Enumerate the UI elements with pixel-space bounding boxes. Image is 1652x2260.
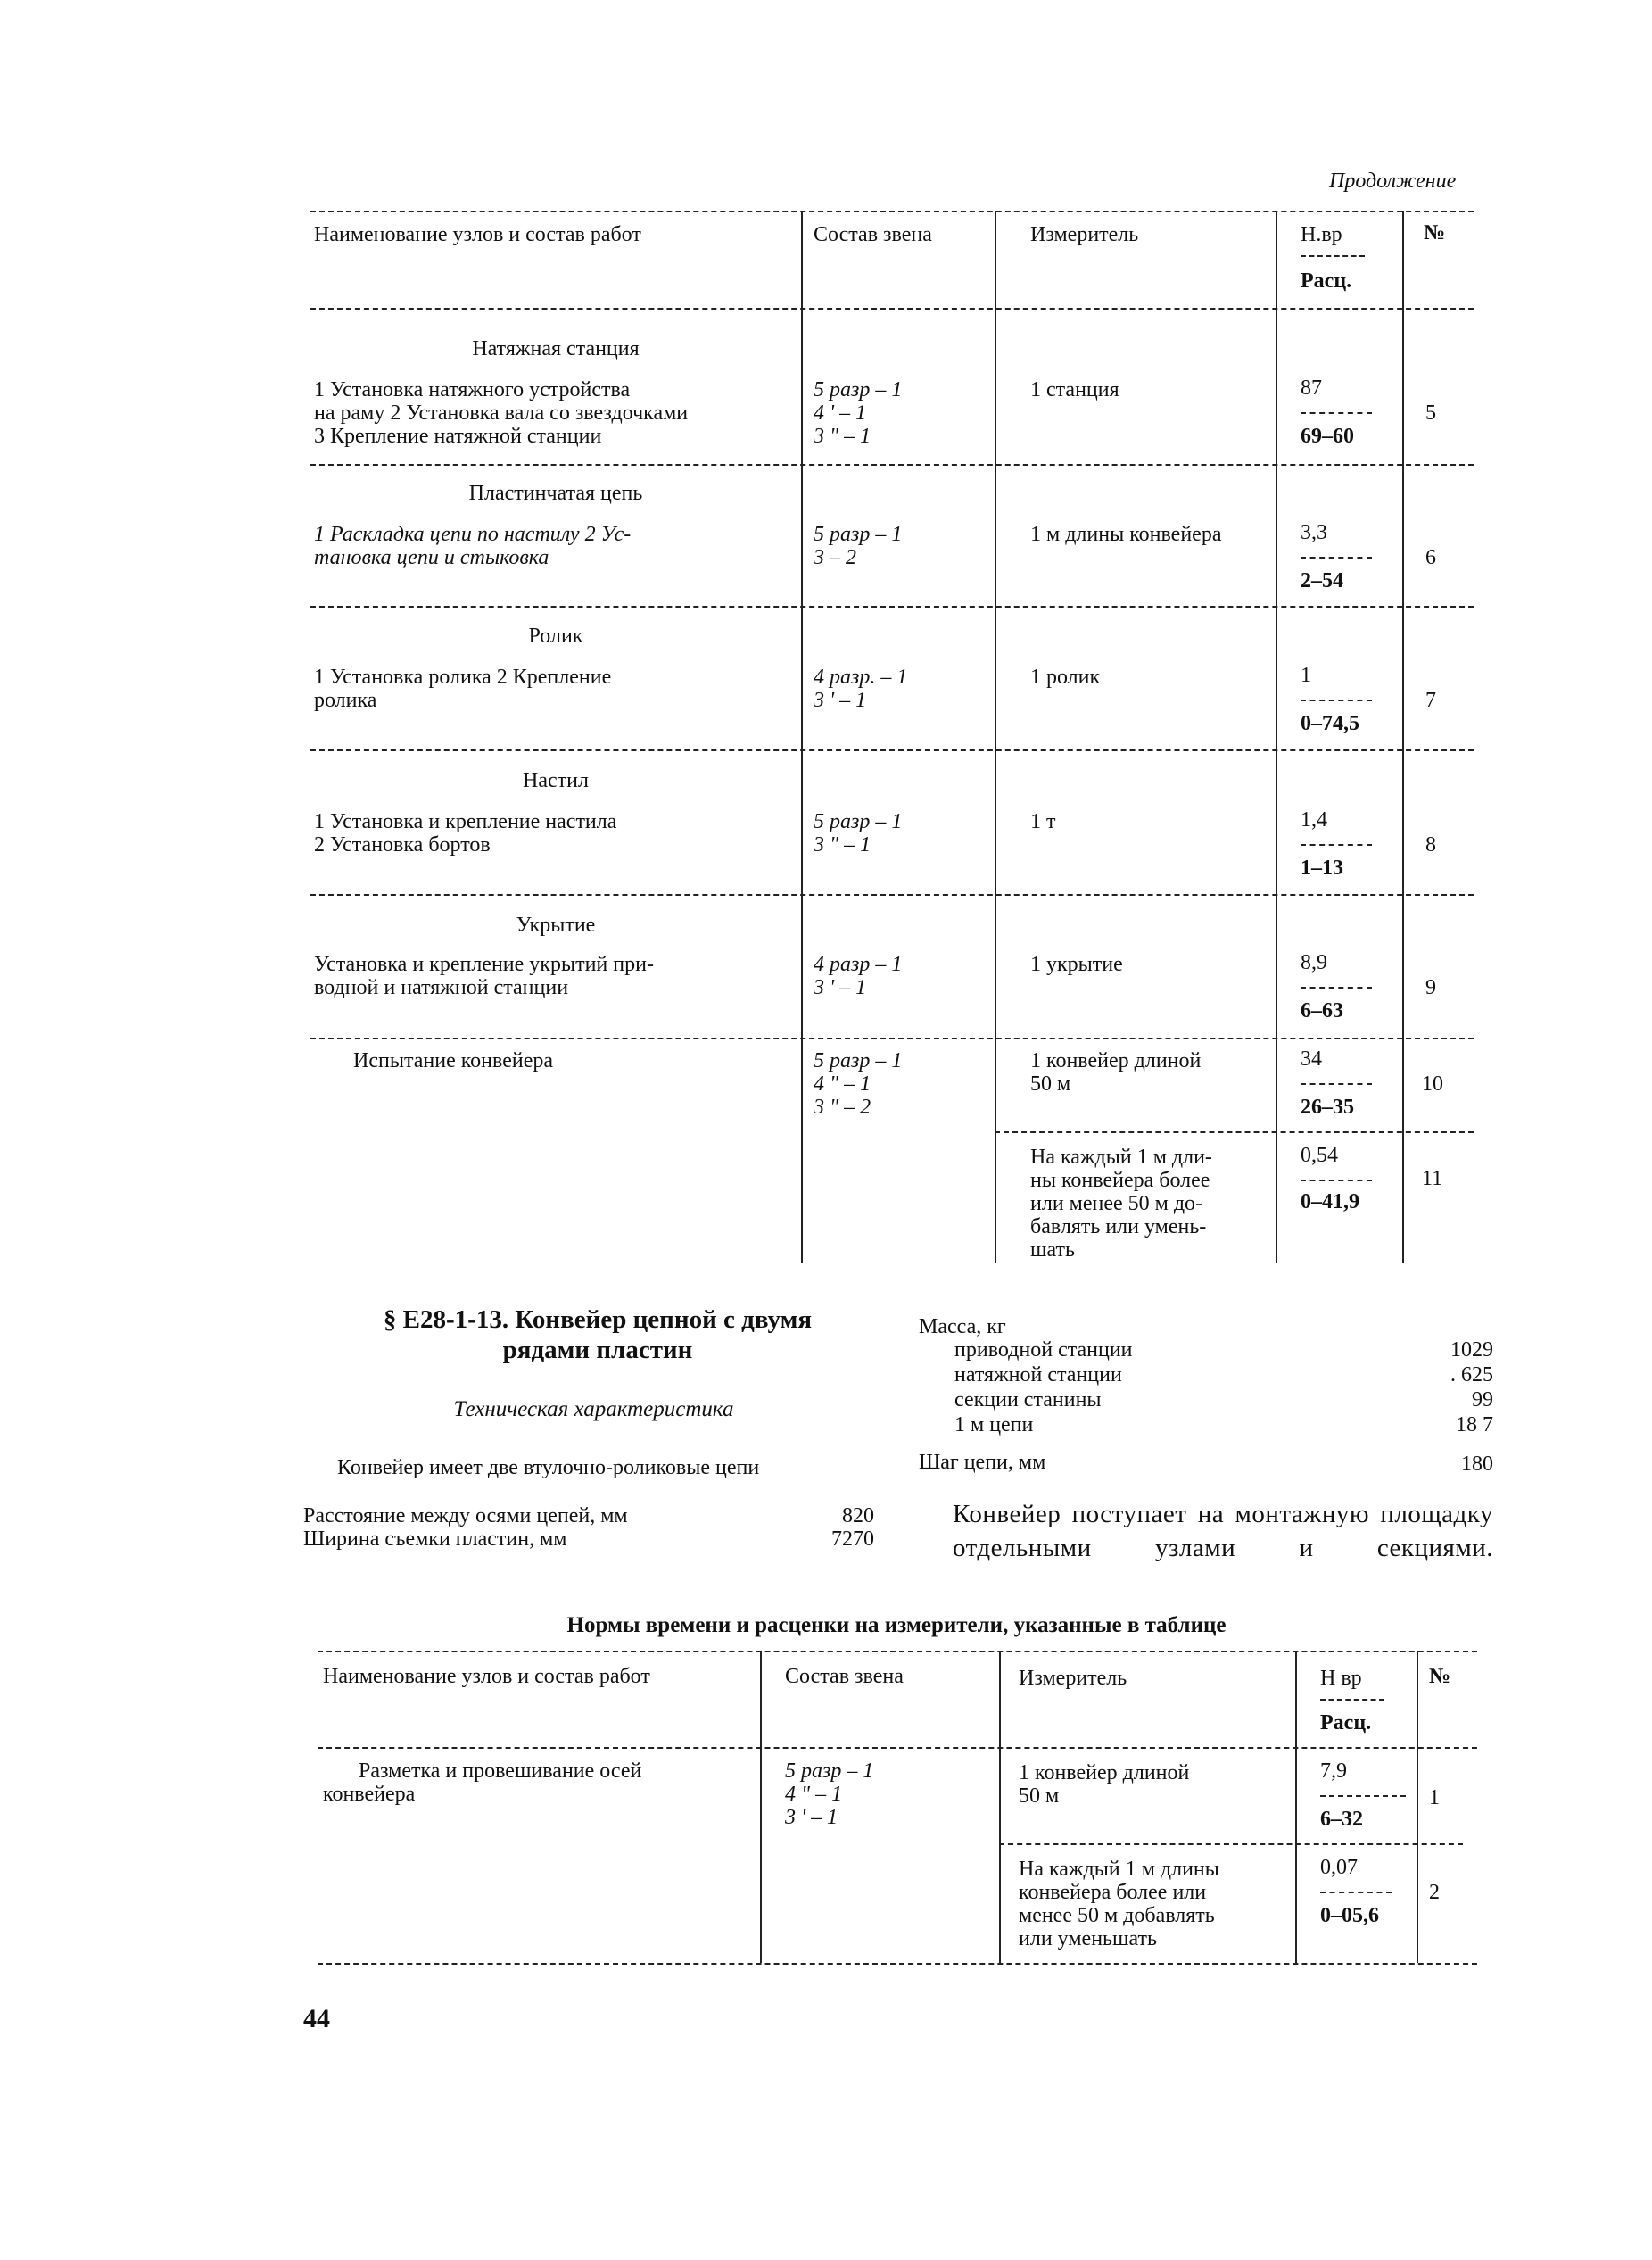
rate-value: 0–41,9 (1301, 1190, 1359, 1213)
row-number: 5 (1425, 402, 1436, 425)
mass-item-value: 99 (1472, 1388, 1493, 1411)
mass-label: Масса, кг (919, 1315, 1006, 1338)
header-fraction-line (1301, 255, 1365, 257)
rate-value: 69–60 (1301, 425, 1354, 448)
mass-item-label: секции станины (954, 1388, 1102, 1411)
sub-row-divider (999, 1843, 1463, 1845)
table-2-bottom-rule (318, 1963, 1477, 1965)
unit-measure: На каждый 1 м длины конвейера более или менее 50 м добавлять или уменьшать (1019, 1858, 1219, 1950)
fraction-line (1320, 1892, 1392, 1893)
rate-value: 6–32 (1320, 1808, 1363, 1831)
row-number: 8 (1425, 833, 1436, 857)
norm-value: 7,9 (1320, 1759, 1347, 1783)
rate-value: 0–05,6 (1320, 1904, 1379, 1927)
norm-value: 3,3 (1301, 521, 1327, 544)
spec-label: Ширина съемки пластин, мм (303, 1527, 567, 1551)
header-name: Наименование узлов и состав работ (323, 1665, 650, 1688)
unit-measure: 1 м длины конвейера (1030, 523, 1222, 546)
header-crew: Состав звена (814, 223, 932, 246)
rate-value: 26–35 (1301, 1096, 1354, 1119)
crew-composition: 5 разр – 1 3 – 2 (814, 523, 903, 569)
header-unit: Измеритель (1030, 223, 1139, 246)
column-divider (1276, 211, 1277, 1263)
crew-composition: 4 разр – 1 3 ' – 1 (814, 953, 903, 999)
fraction-line (1301, 700, 1372, 701)
table-2-header-rule (318, 1747, 1477, 1749)
header-unit: Измеритель (1019, 1667, 1127, 1690)
rate-value: 0–74,5 (1301, 712, 1359, 735)
column-divider (1417, 1651, 1418, 1963)
crew-composition: 5 разр – 1 4 " – 1 3 " – 2 (814, 1049, 903, 1119)
header-norm: Н вр (1320, 1667, 1362, 1690)
fraction-line (1301, 987, 1372, 989)
unit-measure: 1 конвейер длиной 50 м (1030, 1049, 1202, 1096)
column-divider (801, 211, 803, 1263)
row-number: 9 (1425, 976, 1436, 999)
header-crew: Состав звена (785, 1665, 904, 1688)
mass-item-value: . 625 (1450, 1363, 1493, 1387)
header-num: № (1424, 221, 1446, 244)
tech-heading: Техническая характеристика (453, 1397, 734, 1421)
header-rate: Расц. (1320, 1711, 1372, 1734)
crew-composition: 5 разр – 1 3 " – 1 (814, 810, 903, 857)
fraction-line (1301, 557, 1372, 559)
fraction-line (1301, 1180, 1372, 1181)
norm-value: 0,07 (1320, 1856, 1358, 1879)
delivery-note: Конвейер поступает на монтажную площадку отдельными узлами и секциями. (953, 1500, 1493, 1562)
header-num: № (1429, 1665, 1451, 1688)
row-number: 10 (1422, 1072, 1443, 1096)
norm-value: 1,4 (1301, 808, 1327, 832)
row-number: 6 (1425, 546, 1436, 569)
work-description: Разметка и провешивание осей конвейера (323, 1759, 642, 1806)
column-divider (1402, 211, 1404, 1263)
section-title: Укрытие (516, 914, 596, 937)
header-fraction-line (1320, 1699, 1384, 1701)
work-description: 1 Установка ролика 2 Крепление ролика (314, 666, 612, 712)
chain-step-label: Шаг цепи, мм (919, 1451, 1046, 1474)
section-title: Ролик (528, 625, 583, 648)
fraction-line (1320, 1795, 1406, 1797)
table-1-header-rule (310, 308, 1474, 310)
norm-value: 34 (1301, 1047, 1322, 1071)
section-title: Настил (523, 769, 589, 792)
section-heading: § Е28-1-13. Конвейер цепной с двумя рядами пластин (383, 1305, 813, 1364)
section-title: Натяжная станция (472, 337, 640, 360)
column-divider (1295, 1651, 1297, 1963)
work-description: 1 Установка натяжного устройства на раму 2 Установка вала со звездочками 3 Крепление натяжной станции (314, 378, 689, 448)
row-divider (310, 894, 1474, 896)
section-title: Пластинчатая цепь (468, 482, 643, 505)
row-divider (310, 606, 1474, 608)
unit-measure: 1 т (1030, 810, 1056, 833)
norm-value: 87 (1301, 377, 1322, 400)
mass-item-label: 1 м цепи (954, 1413, 1034, 1436)
spec-label: Расстояние между осями цепей, мм (303, 1504, 628, 1527)
row-divider (310, 1038, 1474, 1039)
header-norm: Н.вр (1301, 223, 1342, 246)
unit-measure: 1 конвейер длиной 50 м (1019, 1761, 1190, 1808)
norm-value: 1 (1301, 664, 1311, 687)
mass-item-value: 18 7 (1456, 1413, 1493, 1436)
row-number: 11 (1422, 1167, 1443, 1190)
crew-composition: 5 разр – 1 4 ' – 1 3 " – 1 (814, 378, 903, 448)
mass-item-label: приводной станции (954, 1338, 1133, 1362)
fraction-line (1301, 412, 1372, 414)
header-rate: Расц. (1301, 269, 1352, 293)
fraction-line (1301, 1083, 1372, 1085)
norm-value: 0,54 (1301, 1144, 1338, 1167)
mass-item-label: натяжной станции (954, 1363, 1122, 1387)
spec-value: 7270 (831, 1527, 874, 1551)
crew-composition: 4 разр. – 1 3 ' – 1 (814, 666, 908, 712)
row-divider (310, 749, 1474, 751)
chain-step-value: 180 (1461, 1453, 1493, 1476)
unit-measure: 1 укрытие (1030, 953, 1123, 976)
mass-item-value: 1029 (1450, 1338, 1493, 1362)
rate-value: 1–13 (1301, 857, 1343, 880)
unit-measure: На каждый 1 м дли- ны конвейера более или менее 50 м до- бавлять или умень- шать (1030, 1146, 1212, 1262)
row-number: 7 (1425, 689, 1436, 712)
unit-measure: 1 станция (1030, 378, 1119, 402)
page-number: 44 (303, 2004, 330, 2033)
column-divider (999, 1651, 1001, 1963)
work-description: Испытание конвейера (353, 1049, 554, 1072)
header-name: Наименование узлов и состав работ (314, 223, 641, 246)
row-number: 1 (1429, 1786, 1440, 1809)
work-description: 1 Установка и крепление настила 2 Установка бортов (314, 810, 617, 857)
rate-value: 6–63 (1301, 999, 1343, 1022)
table-2-title: Нормы времени и расценки на измерители, указанные в таблице (566, 1613, 1227, 1637)
norm-value: 8,9 (1301, 951, 1327, 974)
row-number: 2 (1429, 1881, 1440, 1904)
fraction-line (1301, 844, 1372, 846)
column-divider (995, 211, 996, 1263)
spec-value: 820 (842, 1504, 874, 1527)
row-divider (310, 464, 1474, 466)
tech-intro: Конвейер имеет две втулочно-роликовые цепи (337, 1456, 760, 1479)
continuation-label: Продолжение (1329, 170, 1457, 193)
table-2-top-rule (318, 1651, 1477, 1652)
crew-composition: 5 разр – 1 4 " – 1 3 ' – 1 (785, 1759, 874, 1829)
column-divider (760, 1651, 762, 1963)
unit-measure: 1 ролик (1030, 666, 1101, 689)
rate-value: 2–54 (1301, 569, 1343, 592)
table-1-top-rule (310, 211, 1474, 212)
work-description: Установка и крепление укрытий при- водной и натяжной станции (314, 953, 654, 999)
work-description: 1 Раскладка цепи по настилу 2 Ус- тановка цепи и стыковка (314, 523, 632, 569)
